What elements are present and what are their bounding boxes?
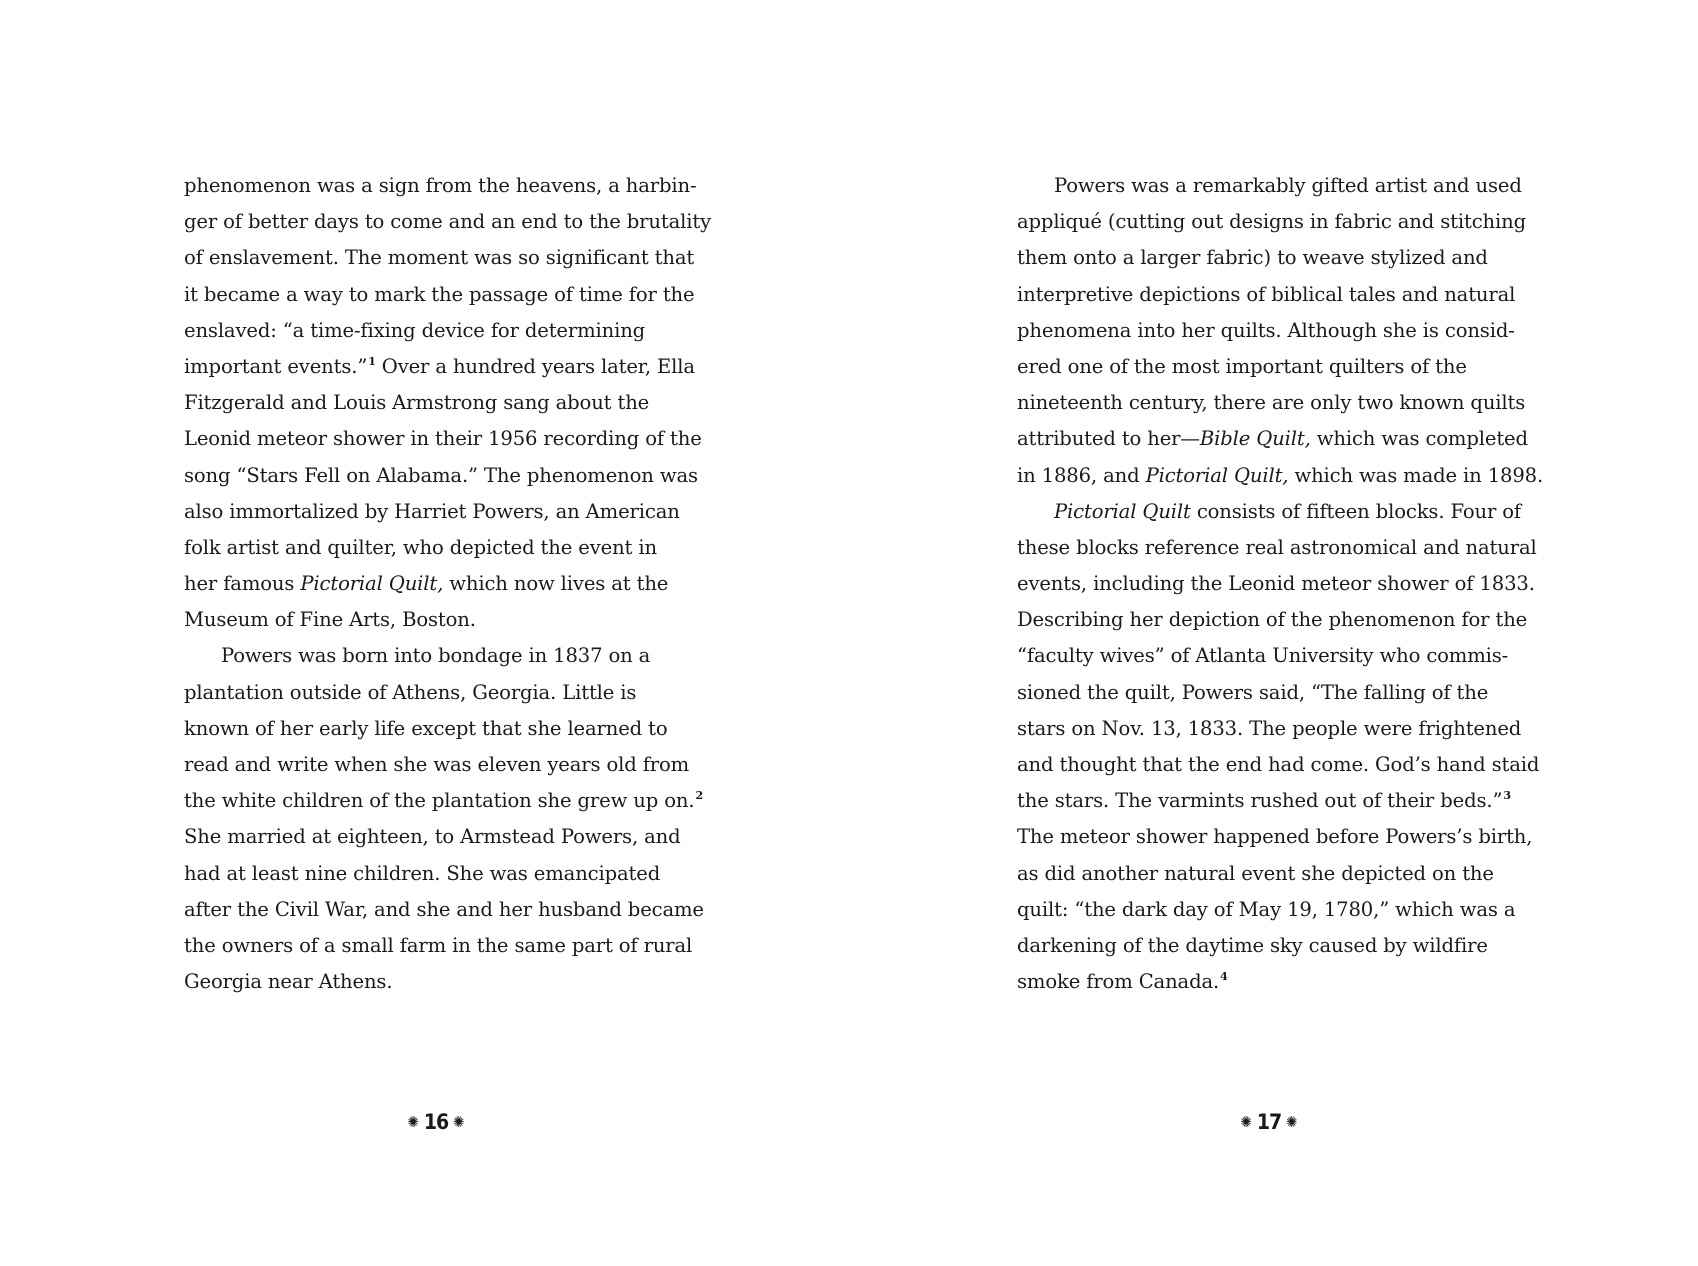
- right-page-text: [1017, 168, 1544, 1000]
- text-line: [1017, 566, 1535, 602]
- text-line: [184, 638, 694, 674]
- text-run: the white children of the plantation she grew up on.: [184, 789, 695, 813]
- text-run: Over a hundred years later, Ella: [375, 354, 695, 378]
- text-line: [184, 204, 711, 240]
- text-line: [1017, 747, 1540, 783]
- text-run: ered one of the most important quilters of the: [1017, 354, 1467, 378]
- italic-title: Bible Quilt,: [1199, 427, 1311, 451]
- text-run: ger of better days to come and an end to the brutality: [184, 210, 711, 234]
- text-run: Museum of Fine Arts, Boston.: [184, 608, 476, 632]
- text-line: [184, 711, 694, 747]
- text-line: [1017, 964, 1527, 1000]
- right-page: [849, 0, 1698, 1266]
- text-line: [184, 313, 694, 349]
- text-run: which was completed: [1310, 427, 1528, 451]
- text-run: events, including the Leonid meteor shower of 1833.: [1017, 572, 1535, 596]
- text-line: [1017, 892, 1527, 928]
- text-run: her famous: [184, 572, 301, 596]
- sun-ornament-icon: ✺: [453, 1112, 465, 1131]
- text-line: [1017, 240, 1527, 276]
- text-line: [184, 675, 694, 711]
- text-run: plantation outside of Athens, Georgia. Little is: [184, 680, 637, 704]
- text-run: and thought that the end had come. God’s hand staid: [1017, 753, 1540, 776]
- text-run: folk artist and quilter, who depicted the event in: [184, 535, 657, 559]
- text-run: nineteenth century, there are only two known quilts: [1017, 391, 1526, 415]
- text-run: darkening of the daytime sky caused by wildfire: [1017, 933, 1488, 957]
- text-run: which was made in 1898.: [1288, 463, 1544, 487]
- text-line: [184, 928, 694, 964]
- text-line: [184, 421, 702, 457]
- text-line: [1017, 385, 1527, 421]
- text-run: also immortalized by Harriet Powers, an American: [184, 499, 680, 523]
- text-run: quilt: “the dark day of May 19, 1780,” which was a: [1017, 897, 1516, 921]
- text-line: [1017, 204, 1527, 240]
- text-run: enslaved: “a time-fixing device for determining: [184, 318, 646, 342]
- text-line: [1017, 783, 1527, 819]
- text-line: [184, 819, 694, 855]
- right-page-number: [1209, 1110, 1329, 1134]
- text-run: important events.”: [184, 354, 368, 378]
- text-run: sioned the quilt, Powers said, “The falling of the: [1017, 680, 1489, 704]
- text-line: [184, 747, 694, 783]
- text-run: Powers was a remarkably gifted artist and used: [1054, 174, 1522, 197]
- text-line: [1017, 856, 1527, 892]
- text-line: [1017, 602, 1527, 638]
- text-line: [1017, 675, 1527, 711]
- text-line: [1017, 313, 1527, 349]
- text-run: as did another natural event she depicted on the: [1017, 861, 1494, 885]
- text-line: [184, 892, 704, 928]
- footnote-marker: 3: [1503, 789, 1511, 803]
- page-number-value: 16: [423, 1110, 449, 1134]
- text-run: The meteor shower happened before Powers’s birth,: [1017, 825, 1533, 849]
- text-run: these blocks reference real astronomical and natural: [1017, 535, 1537, 559]
- text-line: [1017, 349, 1527, 385]
- text-line: [184, 602, 694, 638]
- text-line: [1017, 458, 1544, 494]
- text-line: [184, 168, 697, 204]
- text-line: [184, 240, 694, 276]
- text-line: [184, 530, 694, 566]
- text-line: [1017, 277, 1527, 313]
- text-run: them onto a larger fabric) to weave stylized and: [1017, 246, 1488, 270]
- text-run: Powers was born into bondage in 1837 on a: [221, 644, 651, 668]
- page-number-value: 17: [1256, 1110, 1282, 1134]
- text-line: [184, 783, 703, 819]
- text-line: [1017, 711, 1527, 747]
- text-run: known of her early life except that she learned to: [184, 716, 668, 740]
- left-page-number: [376, 1110, 496, 1134]
- text-run: the owners of a small farm in the same part of rural: [184, 933, 693, 957]
- text-run: it became a way to mark the passage of time for the: [184, 282, 695, 306]
- text-run: consists of fifteen blocks. Four of: [1190, 499, 1522, 523]
- text-line: [184, 856, 694, 892]
- footnote-marker: 4: [1220, 970, 1228, 984]
- text-run: the stars. The varmints rushed out of their beds.”: [1017, 789, 1503, 813]
- text-line: [184, 385, 694, 421]
- sun-ornament-icon: ✺: [407, 1112, 419, 1131]
- text-run: read and write when she was eleven years old from: [184, 753, 690, 776]
- sun-ornament-icon: ✺: [1240, 1112, 1252, 1131]
- text-line: [1017, 530, 1537, 566]
- italic-title: Pictorial Quilt: [1054, 499, 1191, 523]
- text-run: in 1886, and: [1017, 463, 1146, 487]
- text-run: had at least nine children. She was emancipated: [184, 861, 661, 885]
- text-line: [184, 964, 694, 1000]
- text-line: [184, 458, 698, 494]
- text-run: phenomena into her quilts. Although she is consid-: [1017, 318, 1515, 342]
- text-run: She married at eighteen, to Armstead Powers, and: [184, 825, 681, 849]
- text-run: song “Stars Fell on Alabama.” The phenomenon was: [184, 463, 698, 487]
- text-line: [1017, 421, 1527, 457]
- text-run: Describing her depiction of the phenomenon for the: [1017, 608, 1528, 632]
- text-run: of enslavement. The moment was so significant that: [184, 246, 695, 270]
- text-line: [1017, 168, 1527, 204]
- text-line: [1017, 494, 1527, 530]
- text-line: [184, 494, 694, 530]
- text-run: smoke from Canada.: [1017, 970, 1220, 994]
- left-page-text: [184, 168, 711, 1000]
- text-line: [184, 277, 694, 313]
- text-run: appliqué (cutting out designs in fabric and stitching: [1017, 210, 1526, 234]
- text-run: Georgia near Athens.: [184, 970, 393, 994]
- footnote-marker: 2: [695, 789, 703, 803]
- text-run: after the Civil War, and she and her husband became: [184, 897, 704, 921]
- text-line: [1017, 928, 1527, 964]
- text-run: phenomenon was a sign from the heavens, a harbin-: [184, 174, 697, 197]
- text-run: Leonid meteor shower in their 1956 recording of the: [184, 427, 702, 451]
- text-line: [184, 566, 694, 602]
- text-run: interpretive depictions of biblical tales and natural: [1017, 282, 1516, 306]
- text-run: Fitzgerald and Louis Armstrong sang about the: [184, 391, 650, 415]
- sun-ornament-icon: ✺: [1286, 1112, 1298, 1131]
- text-line: [184, 349, 694, 385]
- italic-title: Pictorial Quilt,: [300, 572, 444, 596]
- text-line: [1017, 638, 1527, 674]
- text-run: “faculty wives” of Atlanta University who commis-: [1017, 644, 1509, 668]
- text-run: which now lives at the: [443, 572, 669, 596]
- text-run: stars on Nov. 13, 1833. The people were frightened: [1017, 716, 1522, 740]
- text-line: [1017, 819, 1533, 855]
- text-run: attributed to her—: [1017, 427, 1200, 451]
- italic-title: Pictorial Quilt,: [1145, 463, 1289, 487]
- footnote-marker: 1: [368, 354, 376, 368]
